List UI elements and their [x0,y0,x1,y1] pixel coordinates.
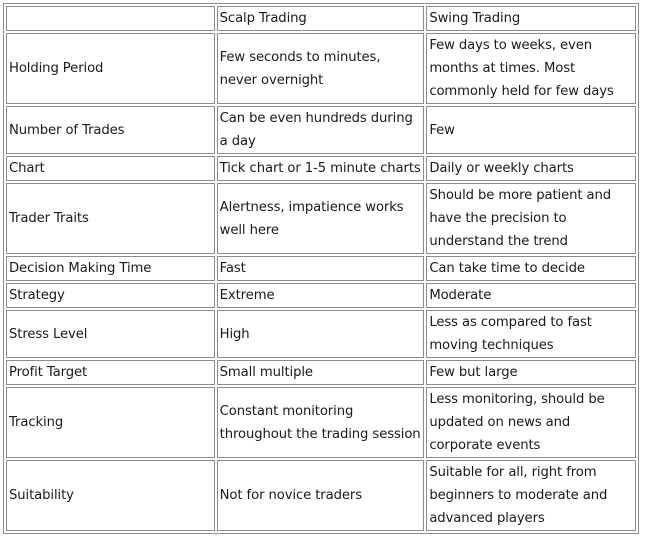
table-row [6,387,636,458]
row-label: Profit Target [6,360,215,385]
swing-cell: Less as compared to fast moving techniques [426,310,636,358]
header-cell-empty [6,6,215,31]
swing-cell: Few days to weeks, even months at times. Most commonly held for few days [426,33,636,104]
scalp-cell: Tick chart or 1-5 minute charts [217,156,425,181]
row-label: Strategy [6,283,215,308]
swing-cell: Few [426,106,636,154]
table-header-row [6,6,636,31]
scalp-cell: Can be even hundreds during a day [217,106,425,154]
swing-cell: Moderate [426,283,636,308]
swing-cell: Should be more patient and have the precision to understand the trend [426,183,636,254]
table-row [6,283,636,308]
table-row [6,460,636,531]
swing-cell: Few but large [426,360,636,385]
row-label: Stress Level [6,310,215,358]
table-row [6,360,636,385]
scalp-cell: Few seconds to minutes, never overnight [217,33,425,104]
scalp-cell: High [217,310,425,358]
swing-cell: Suitable for all, right from beginners to moderate and advanced players [426,460,636,531]
table-row [6,106,636,154]
scalp-cell: Not for novice traders [217,460,425,531]
row-label: Tracking [6,387,215,458]
scalp-cell: Extreme [217,283,425,308]
table-row [6,310,636,358]
swing-cell: Daily or weekly charts [426,156,636,181]
row-label: Decision Making Time [6,256,215,281]
header-cell-swing-trading: Swing Trading [426,6,636,31]
scalp-cell: Fast [217,256,425,281]
swing-cell: Less monitoring, should be updated on news and corporate events [426,387,636,458]
scalp-vs-swing-table [3,3,639,534]
scalp-cell: Alertness, impatience works well here [217,183,425,254]
comparison-table-container [3,3,639,534]
row-label: Chart [6,156,215,181]
table-row [6,183,636,254]
swing-cell: Can take time to decide [426,256,636,281]
row-label: Holding Period [6,33,215,104]
row-label: Trader Traits [6,183,215,254]
header-cell-scalp-trading: Scalp Trading [217,6,425,31]
table-row [6,156,636,181]
table-row [6,33,636,104]
row-label: Suitability [6,460,215,531]
scalp-cell: Constant monitoring throughout the trading session [217,387,425,458]
row-label: Number of Trades [6,106,215,154]
table-row [6,256,636,281]
scalp-cell: Small multiple [217,360,425,385]
